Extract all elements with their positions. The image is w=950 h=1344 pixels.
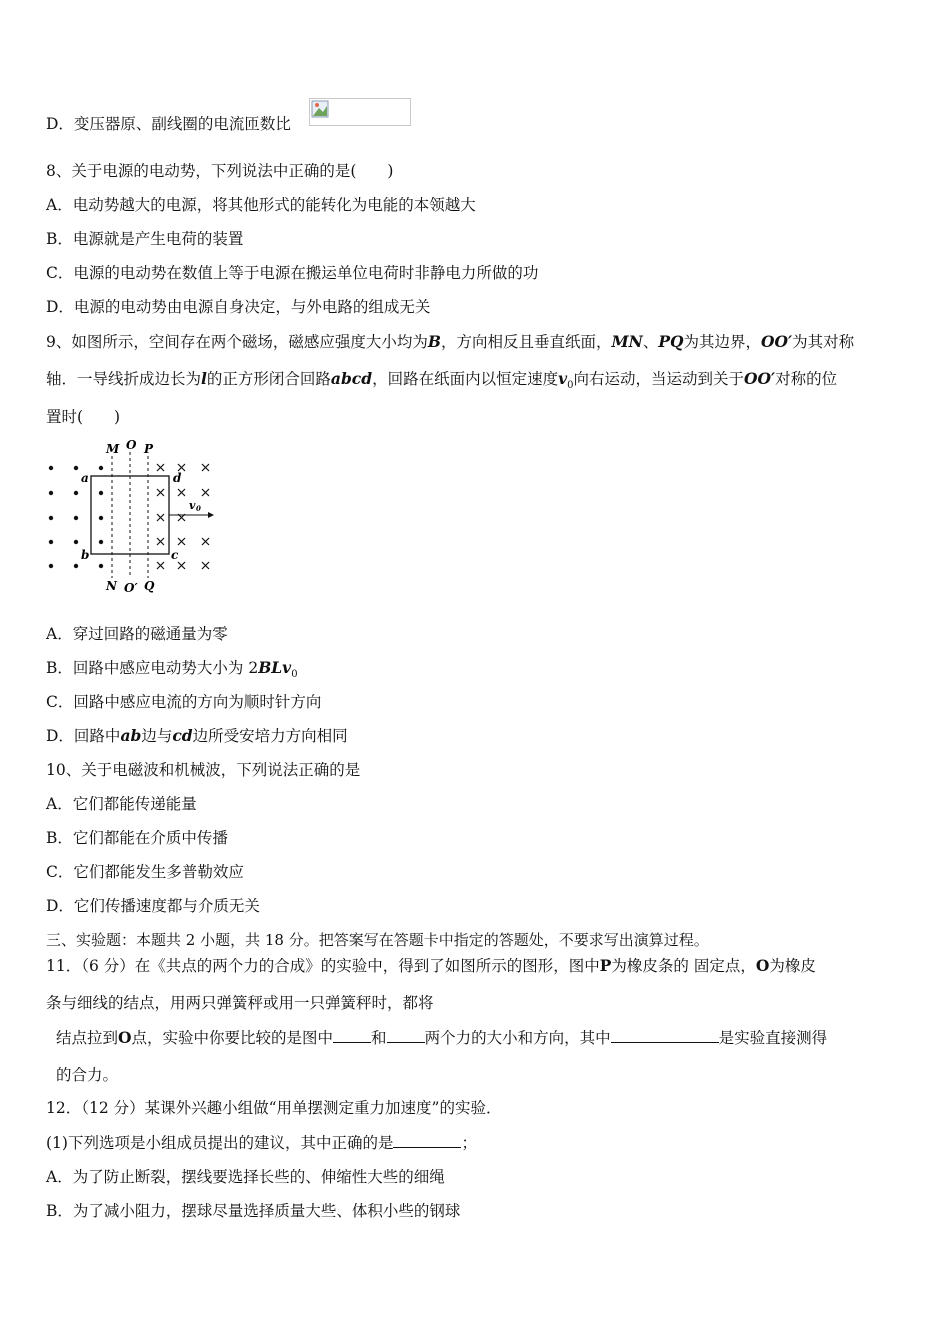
text-segment: 9、如图所示，空间存在两个磁场，磁感应强度大小均为 — [46, 333, 428, 351]
label-N: N — [106, 579, 117, 593]
var-MN: MN — [611, 332, 643, 351]
var-BLv: BLv — [258, 658, 292, 677]
boundary-lines — [112, 452, 148, 578]
q9-option-b — [46, 658, 298, 685]
text-segment: 轴．一导线折成边长为 — [46, 370, 202, 388]
q8-option-d: D．电源的电动势由电源自身决定，与外电路的组成无关 — [46, 298, 431, 316]
text-segment: (1)下列选项是小组成员提出的建议，其中正确的是 — [46, 1134, 394, 1152]
text-segment: 、 — [642, 333, 659, 351]
q9-stem-line1 — [46, 332, 854, 352]
q11-line3 — [56, 1028, 827, 1048]
q11-line1 — [46, 956, 816, 976]
text-segment: 11．（6 分）在《共点的两个力的合成》的实验中，得到了如图所示的图形，图中 — [46, 957, 600, 975]
text-segment: 是实验直接测得 — [718, 1029, 828, 1047]
text-segment: 的正方形闭合回路 — [206, 370, 331, 388]
var-OO: OO′ — [744, 369, 776, 388]
velocity-arrowhead — [208, 512, 214, 518]
q9-option-a: A．穿过回路的磁通量为零 — [46, 625, 228, 643]
q9-option-c: C．回路中感应电流的方向为顺时针方向 — [46, 693, 322, 711]
q11-line4: 的合力。 — [56, 1066, 119, 1084]
text-segment: B．回路中感应电动势大小为 2 — [46, 659, 259, 677]
var-sub: 0 — [291, 669, 298, 681]
answer-blank-2[interactable] — [387, 1028, 425, 1043]
q9-option-d — [46, 726, 348, 746]
text-segment: 结点拉到 — [56, 1029, 119, 1047]
q8-option-a: A．电动势越大的电源，将其他形式的能转化为电能的本领越大 — [46, 196, 476, 214]
q10-option-a: A．它们都能传递能量 — [46, 795, 197, 813]
label-O-prime: O′ — [124, 581, 138, 595]
text-segment: 两个力的大小和方向，其中 — [424, 1029, 611, 1047]
q8-option-b: B．电源就是产生电荷的装置 — [46, 230, 244, 248]
field-crosses — [157, 464, 209, 569]
var-cd: cd — [172, 726, 193, 745]
text-segment: 为其边界， — [683, 333, 762, 351]
var-O: O — [118, 1028, 132, 1047]
label-d: d — [173, 471, 182, 485]
text-segment: 边与 — [141, 727, 173, 745]
var-v: v — [558, 369, 568, 388]
label-O: O — [126, 438, 137, 452]
text-segment: ； — [461, 1134, 477, 1152]
label-b: b — [81, 548, 90, 562]
q10-stem: 10、关于电磁波和机械波，下列说法正确的是 — [46, 761, 361, 779]
var-PQ: PQ — [658, 332, 684, 351]
field-dots — [49, 466, 103, 568]
text-segment: 为橡皮条的 固定点， — [611, 957, 756, 975]
q9-stem-line3: 置时( ) — [46, 408, 121, 426]
var-OO: OO′ — [761, 332, 793, 351]
var-P: P — [599, 956, 612, 975]
q9-magnetic-field-figure — [44, 436, 219, 596]
var-O: O — [755, 956, 770, 975]
q11-line2: 条与细线的结点，用两只弹簧秤或用一只弹簧秤时，都将 — [46, 994, 434, 1012]
text-segment: 和 — [371, 1029, 387, 1047]
label-v: v — [189, 499, 196, 512]
label-c: c — [171, 548, 179, 562]
q12-sub1 — [46, 1133, 477, 1153]
text-segment: 边所受安培力方向相同 — [192, 727, 348, 745]
label-v-sub: 0 — [196, 504, 201, 513]
q12-option-a: A．为了防止断裂，摆线要选择长些的、伸缩性大些的细绳 — [46, 1168, 445, 1186]
var-ab: ab — [120, 726, 142, 745]
q7-option-d-text: D．变压器原、副线圈的电流匝数比 — [46, 115, 291, 133]
text-segment: 向右运动，当运动到关于 — [573, 370, 745, 388]
q10-option-d: D．它们传播速度都与介质无关 — [46, 897, 260, 915]
text-segment: ，方向相反且垂直纸面， — [440, 333, 612, 351]
label-Q: Q — [144, 579, 155, 593]
text-segment: 为橡皮 — [769, 957, 816, 975]
figure-svg — [44, 436, 219, 596]
q12-stem: 12．（12 分）某课外兴趣小组做“用单摆测定重力加速度”的实验． — [46, 1099, 502, 1117]
var-B: B — [427, 332, 441, 351]
q8-option-c: C．电源的电动势在数值上等于电源在搬运单位电荷时非静电力所做的功 — [46, 264, 539, 282]
var-v-sub: 0 — [567, 380, 574, 392]
answer-blank-4[interactable] — [393, 1133, 461, 1148]
var-abcd: abcd — [330, 369, 373, 388]
broken-image-placeholder — [309, 98, 411, 126]
q7-option-d — [46, 114, 291, 134]
q8-stem: 8、关于电源的电动势，下列说法中正确的是( ) — [46, 162, 394, 180]
q9-stem-line2 — [46, 369, 837, 396]
text-segment: 对称的位 — [775, 370, 838, 388]
text-segment: 点，实验中你要比较的是图中 — [131, 1029, 334, 1047]
text-segment: D．回路中 — [46, 727, 121, 745]
section3-heading: 三、实验题：本题共 2 小题，共 18 分。把答案写在答题卡中指定的答题处，不要求写出演算过程。 — [46, 931, 709, 949]
var-l: l — [201, 369, 207, 388]
answer-blank-3[interactable] — [611, 1028, 719, 1043]
text-segment: 为其对称 — [792, 333, 855, 351]
label-P: P — [144, 442, 154, 456]
label-M: M — [106, 442, 120, 456]
answer-blank-1[interactable] — [333, 1028, 371, 1043]
q10-option-c: C．它们都能发生多普勒效应 — [46, 863, 244, 881]
label-a: a — [81, 471, 89, 485]
text-segment: ，回路在纸面内以恒定速度 — [372, 370, 559, 388]
q10-option-b: B．它们都能在介质中传播 — [46, 829, 228, 847]
q12-option-b: B．为了减小阻力，摆球尽量选择质量大些、体积小些的钢球 — [46, 1202, 461, 1220]
broken-image-icon — [311, 100, 329, 118]
